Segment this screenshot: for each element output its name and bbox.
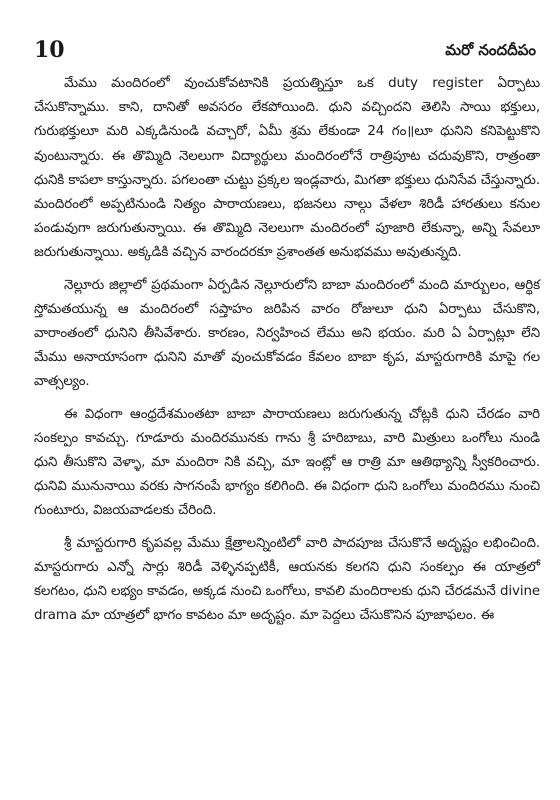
page-number: 10	[34, 37, 65, 63]
page-header	[34, 36, 540, 70]
paragraph-1: మేము మందిరంలో వుంచుకోవటానికి ప్రయత్నిస్తూ ఒక duty register ఏర్పాటు చేసుకొన్నాము. కాని, దానితో అవసరం లేకపోయింది. ధుని వచ్చిందని తెలిసి సాయి భక్తులు, గురుభక్తులూ మరి ఎక్కడినుండి వచ్చారో, ఏమీ శ్రమ లేకుండా 24 గం॥లూ ధునిని కనిపెట్టుకొని వుంటున్నారు. ఈ తొమ్మిది నెలలుగా విద్యార్థులు మందిరంలోనే రాత్రిపూట చదువుకొని, రాత్రంతా ధునికి కాపలా కాస్తున్నారు. పగలంతా చుట్టు ప్రక్కల ఇండ్లవారు, మిగతా భక్తులు ధునిసేవ చేస్తున్నారు. మందిరంలో అప్పటినుండి నిత్యం పారాయణలు, భజనలు నాల్గు వేళలా శిరిడీ హారతులు కనుల పండువుగా జరుగుతున్నాయి. ఈ తొమ్మిది నెలలుగా మందిరంలో పూజారి లేకున్నా, అన్ని సేవలూ జరుగుతున్నాయి. అక్కడికి వచ్చిన వారందరకూ ప్రశాంతత అనుభవము అవుతున్నది.	[34, 76, 540, 261]
paragraph-3: ఈ విధంగా ఆంధ్రదేశమంతటా బాబా పారాయణలు జరుగుతున్న చోట్లకి ధుని చేరడం వారి సంకల్పం కావచ్చు. గూడూరు మందిరమునకు గాను శ్రీ హరిబాబు, వారి మిత్రులు ఒంగోలు నుండి ధుని తీసుకొని వెళ్ళా, మా మందిరా నికి వచ్చి, మా ఇంట్లో ఆ రాత్రి మా ఆతిథ్యాన్ని స్వీకరించారు. ధునివి మునునాయి వరకు సాగనంపే భాగ్యం కలిగింది. ఈ విధంగా ధుని ఒంగోలు మందిరము నుంచి గుంటూరు, విజయవాడలకు చేరింది.	[34, 406, 540, 519]
paragraph-2: నెల్లూరు జిల్లాలో ప్రథమంగా ఏర్పడిన నెల్లూరులోని బాబా మందిరంలో మంది మార్బులం, ఆర్థిక స్తోమతయున్న ఆ మందిరంలో సప్తాహం జరిపిన వారం రోజులూ ధుని ఏర్పాటు చేసుకొని, వారాంతంలో ధునిని తీసివేశారు. కారణం, నిర్వహించ లేము అని భయం. మరి ఏ ఏర్పాట్లూ లేని మేము అనాయాసంగా ధునిని మాతో వుంచుకోవడం కేవలం బాబా కృప, మాస్టరుగారికి మాపై గల వాత్సల్యం.	[34, 277, 540, 390]
running-title: మరో నందదీపం	[445, 41, 536, 59]
paragraph-4: శ్రీ మాస్టరుగారి కృపవల్ల మేము క్షేత్రాలన్నింటిలో వారి పాదపూజ చేసుకొనే అదృష్టం లభించింది. మాస్టరుగారు ఎన్నో సార్లు శిరిడీ వెళ్ళినప్పటికీ, ఆయనకు కలగని ధుని సంకల్పం ఈ యాత్రలో కలగటం, ధుని లభ్యం కావడం, అక్కడ నుంచి ఒంగోలు, కావలి మందిరాలకు ధుని చేరడమనే divine drama మా యాత్రలో భాగం కావటం మా అదృష్టం. మా పెద్దలు చేసుకొనిన పూజాఫలం. ఈ	[34, 535, 540, 624]
body-text	[34, 72, 540, 628]
